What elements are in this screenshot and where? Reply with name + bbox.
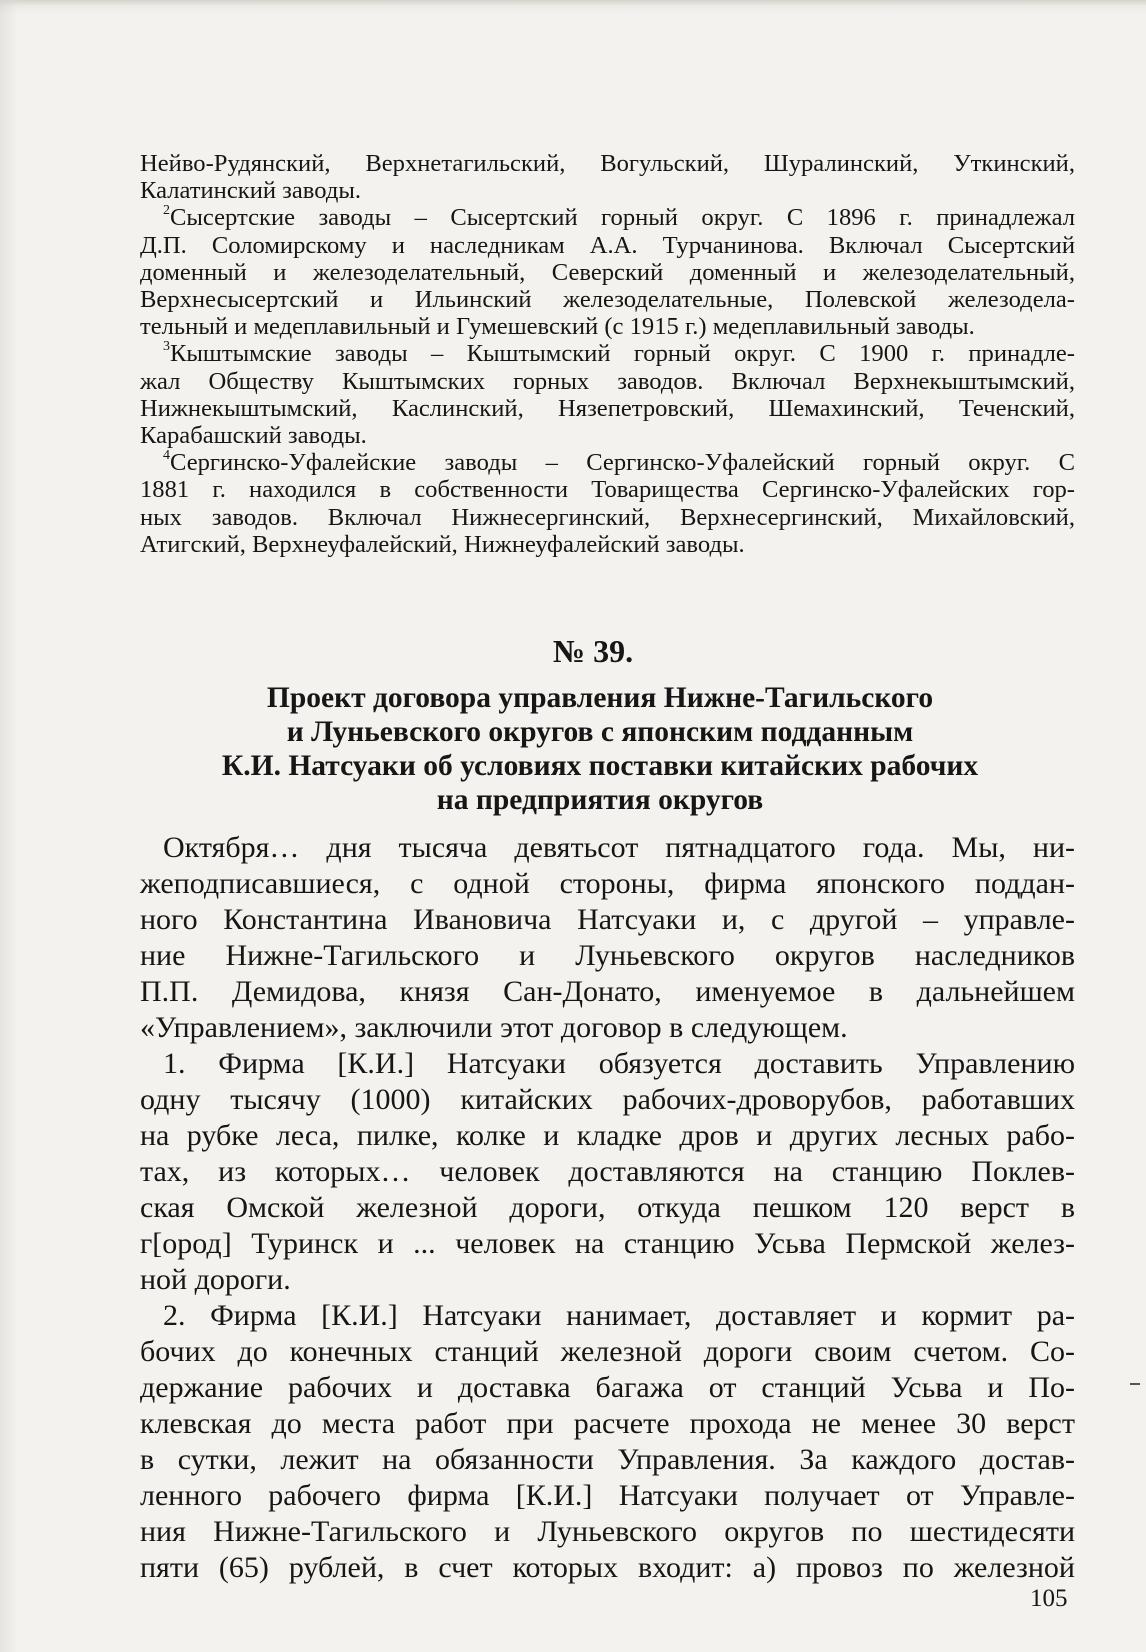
footnote-line: Нейво-Рудянский, Верхнетагильский, Вогульский, Шуралинский, Уткинский,	[140, 150, 1075, 177]
footnote-text: Кыштымские заводы – Кыштымский горный округ. С 1900 г. принадле-	[170, 340, 1075, 368]
page-number: 105	[1030, 1585, 1068, 1612]
body-line: клевская до места работ при расчете прохода не менее 30 верст	[140, 1407, 1075, 1440]
footnote-line: Д.П. Соломирскому и наследникам А.А. Турчанинова. Включал Сысертский	[140, 231, 1075, 259]
margin-mark	[1130, 1383, 1140, 1385]
footnote-4-first-line	[140, 449, 1075, 476]
footnote-line: Карабашский заводы.	[140, 422, 367, 450]
body-line: в сутки, лежит на обязанности Управления. За каждого достав-	[140, 1443, 1075, 1476]
title-line: и Луньевского округов с японским подданным	[286, 716, 914, 748]
body-line: ние Нижне-Тагильского и Луньевского округов наследников	[140, 939, 1075, 972]
footnote-line: доменный и железоделательный, Северский доменный и железоделательный,	[140, 258, 1075, 286]
document-number-text: № 39.	[552, 633, 634, 669]
footnote-marker: 2	[163, 203, 170, 219]
title-line: Проект договора управления Нижне-Тагильского	[266, 682, 934, 714]
document-body	[140, 830, 1075, 1586]
body-line: г[ород] Туринск и ... человек на станцию Усьва Пермской желез-	[140, 1227, 1075, 1260]
footnote-line: Калатинский заводы.	[140, 177, 362, 205]
title-line: на предприятия округов	[436, 784, 764, 816]
footnote-line: ных заводов. Включал Нижнесергинский, Верхнесергинский, Михайловский,	[140, 503, 1075, 531]
body-line: 1. Фирма [К.И.] Натсуаки обязуется доставить Управлению	[163, 1047, 1075, 1080]
footnote-marker: 3	[163, 339, 170, 355]
footnote-text: Сысертские заводы – Сысертский горный округ. С 1896 г. принадлежал	[170, 204, 1075, 232]
footnote-text: Сергинско-Уфалейские заводы – Сергинско-Уфалейский горный округ. С	[170, 449, 1075, 477]
footnote-marker: 4	[163, 448, 170, 464]
body-line: пяти (65) рублей, в счет которых входит: а) провоз по железной	[140, 1551, 1075, 1584]
document-number	[0, 633, 1146, 669]
footnote-line: 1881 г. находился в собственности Товарищества Сергинско-Уфалейских гор-	[140, 476, 1075, 504]
footnote-line: тельный и медеплавильный и Гумешевский (с 1915 г.) медеплавильный заводы.	[140, 313, 975, 341]
footnote-2-first-line	[140, 204, 1075, 231]
footnotes-block	[140, 150, 1075, 558]
body-line: «Управлением», заключили этот договор в следующем.	[140, 1011, 848, 1044]
page-top-edge	[0, 0, 1146, 6]
document-title	[150, 681, 1050, 817]
body-line: бочих до конечных станций железной дороги своим счетом. Со-	[140, 1335, 1075, 1368]
body-line: ного Константина Ивановича Натсуаки и, с другой – управле-	[140, 903, 1075, 936]
body-line: 2. Фирма [К.И.] Натсуаки нанимает, доставляет и кормит ра-	[163, 1299, 1075, 1332]
body-line: держание рабочих и доставка багажа от станций Усьва и По-	[140, 1371, 1075, 1404]
body-line: жеподписавшиеся, с одной стороны, фирма японского поддан-	[140, 867, 1075, 900]
body-line: ленного рабочего фирма [К.И.] Натсуаки получает от Управле-	[140, 1479, 1075, 1512]
body-line: на рубке леса, пилке, колке и кладке дров и других лесных рабо-	[140, 1119, 1075, 1152]
footnote-line: Верхнесысертский и Ильинский железоделательные, Полевской железодела-	[140, 286, 1075, 314]
title-line: К.И. Натсуаки об условиях поставки китайских рабочих	[221, 750, 979, 782]
body-line: ская Омской железной дороги, откуда пешком 120 верст в	[140, 1191, 1075, 1224]
body-line: тах, из которых… человек доставляются на станцию Поклев-	[140, 1155, 1075, 1188]
footnote-3-first-line	[140, 340, 1075, 367]
footnote-line: Атигский, Верхнеуфалейский, Нижнеуфалейский заводы.	[140, 530, 745, 558]
body-line: П.П. Демидова, князя Сан-Донато, именуемое в дальнейшем	[140, 975, 1075, 1008]
body-line: Октября… дня тысяча девятьсот пятнадцатого года. Мы, ни-	[163, 831, 1075, 864]
body-line: ния Нижне-Тагильского и Луньевского округов по шестидесяти	[140, 1515, 1075, 1548]
body-line: одну тысячу (1000) китайских рабочих-дроворубов, работавших	[140, 1083, 1075, 1116]
footnote-line: жал Обществу Кыштымских горных заводов. Включал Верхнекыштымский,	[140, 367, 1075, 395]
footnote-line: Нижнекыштымский, Каслинский, Нязепетровский, Шемахинский, Теченский,	[140, 394, 1075, 422]
body-line: ной дороги.	[140, 1263, 291, 1296]
